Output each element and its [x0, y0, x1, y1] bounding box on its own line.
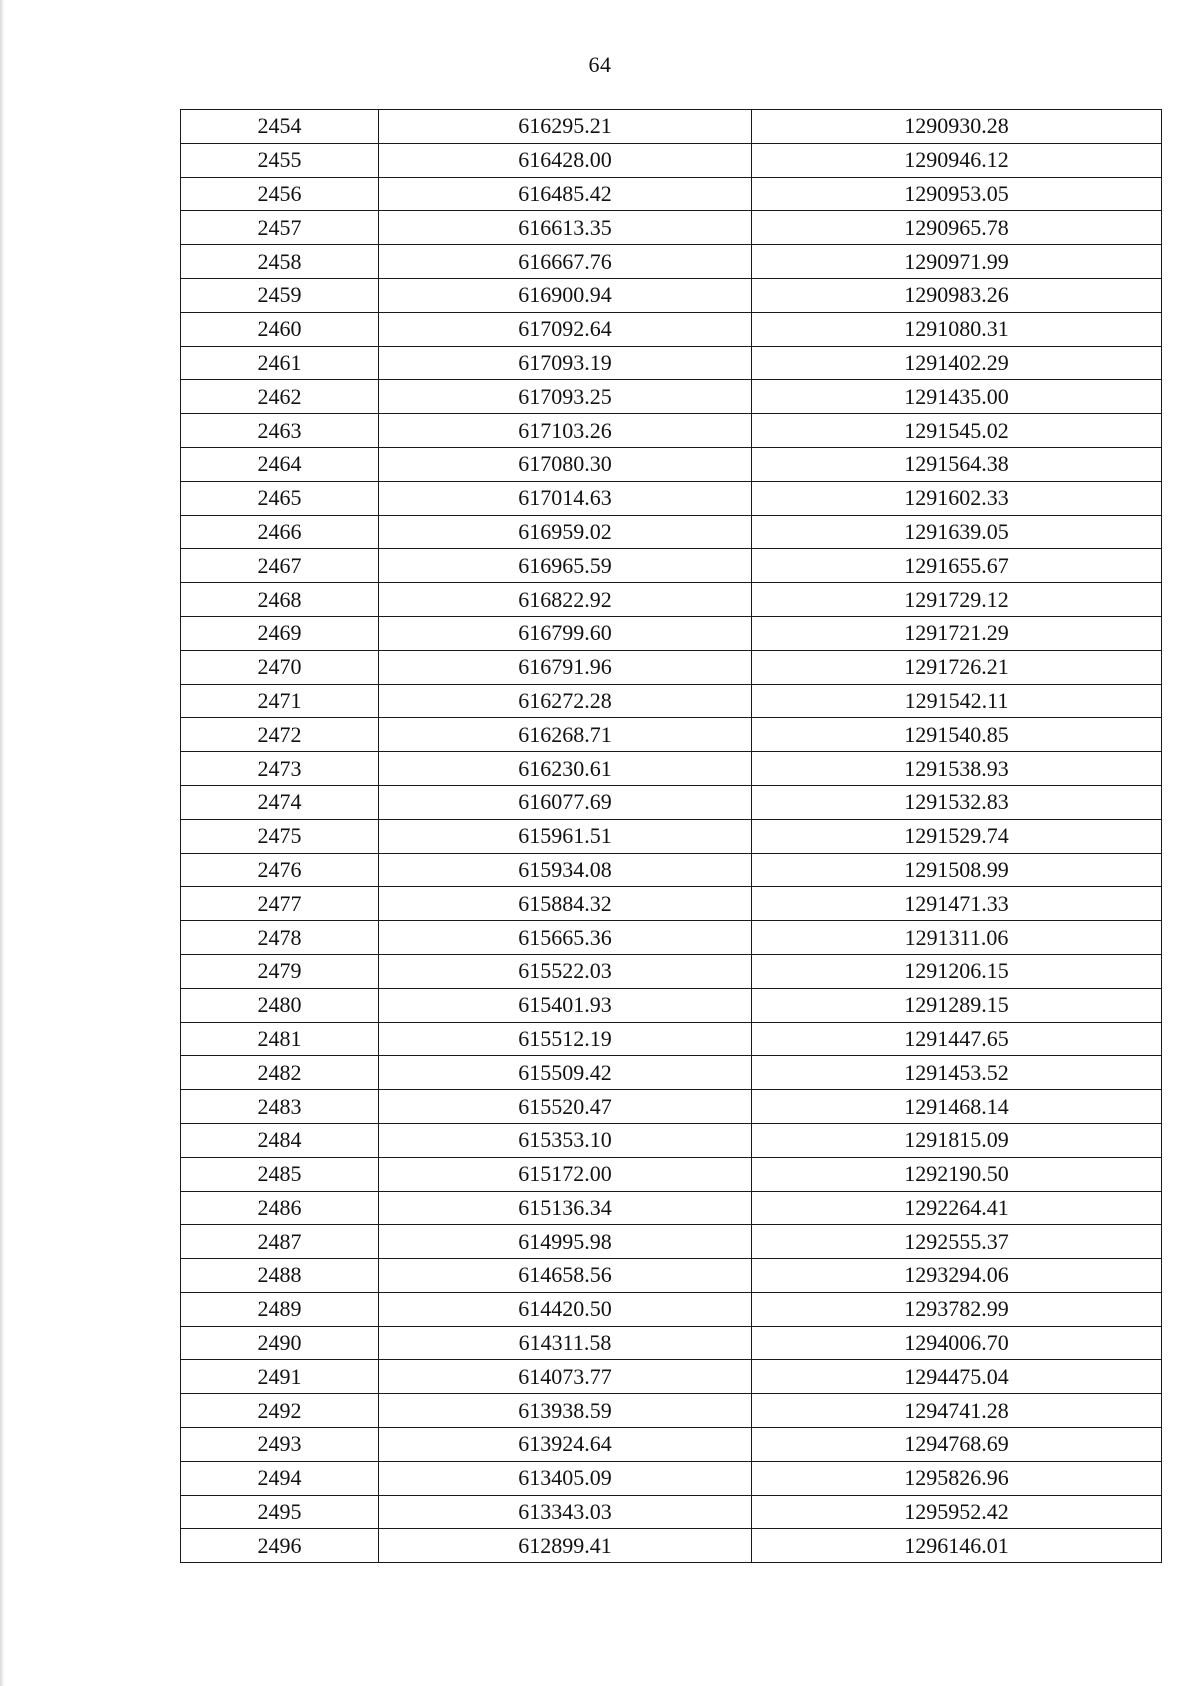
y-coordinate-cell: 1294768.69 [752, 1428, 1162, 1462]
table-row [181, 177, 1162, 211]
y-coordinate-cell: 1292190.50 [752, 1157, 1162, 1191]
point-number-cell: 2485 [181, 1157, 379, 1191]
point-number-cell: 2487 [181, 1225, 379, 1259]
point-number-cell: 2477 [181, 887, 379, 921]
table-row [181, 312, 1162, 346]
y-coordinate-cell: 1292264.41 [752, 1191, 1162, 1225]
table-row [181, 1191, 1162, 1225]
x-coordinate-cell: 615961.51 [379, 819, 752, 853]
y-coordinate-cell: 1292555.37 [752, 1225, 1162, 1259]
point-number-cell: 2474 [181, 785, 379, 819]
table-row [181, 921, 1162, 955]
y-coordinate-cell: 1291508.99 [752, 853, 1162, 887]
table-row [181, 1461, 1162, 1495]
y-coordinate-cell: 1290946.12 [752, 143, 1162, 177]
point-number-cell: 2493 [181, 1428, 379, 1462]
y-coordinate-cell: 1291532.83 [752, 785, 1162, 819]
x-coordinate-cell: 617103.26 [379, 414, 752, 448]
page-number: 64 [588, 52, 612, 77]
point-number-cell: 2489 [181, 1292, 379, 1326]
x-coordinate-cell: 617093.25 [379, 380, 752, 414]
y-coordinate-cell: 1296146.01 [752, 1529, 1162, 1563]
point-number-cell: 2463 [181, 414, 379, 448]
x-coordinate-cell: 614658.56 [379, 1259, 752, 1293]
y-coordinate-cell: 1291542.11 [752, 684, 1162, 718]
x-coordinate-cell: 615884.32 [379, 887, 752, 921]
point-number-cell: 2467 [181, 549, 379, 583]
y-coordinate-cell: 1291435.00 [752, 380, 1162, 414]
table-row [181, 1022, 1162, 1056]
table-row [181, 752, 1162, 786]
point-number-cell: 2492 [181, 1394, 379, 1428]
x-coordinate-cell: 616272.28 [379, 684, 752, 718]
x-coordinate-cell: 614995.98 [379, 1225, 752, 1259]
x-coordinate-cell: 616900.94 [379, 278, 752, 312]
point-number-cell: 2490 [181, 1326, 379, 1360]
x-coordinate-cell: 615934.08 [379, 853, 752, 887]
x-coordinate-cell: 616965.59 [379, 549, 752, 583]
y-coordinate-cell: 1291540.85 [752, 718, 1162, 752]
x-coordinate-cell: 613405.09 [379, 1461, 752, 1495]
table-row [181, 1495, 1162, 1529]
x-coordinate-cell: 616959.02 [379, 515, 752, 549]
x-coordinate-cell: 616295.21 [379, 110, 752, 144]
point-number-cell: 2458 [181, 245, 379, 279]
x-coordinate-cell: 616613.35 [379, 211, 752, 245]
point-number-cell: 2486 [181, 1191, 379, 1225]
y-coordinate-cell: 1295826.96 [752, 1461, 1162, 1495]
y-coordinate-cell: 1295952.42 [752, 1495, 1162, 1529]
y-coordinate-cell: 1291729.12 [752, 583, 1162, 617]
point-number-cell: 2466 [181, 515, 379, 549]
table-row [181, 1123, 1162, 1157]
point-number-cell: 2476 [181, 853, 379, 887]
y-coordinate-cell: 1294006.70 [752, 1326, 1162, 1360]
y-coordinate-cell: 1291471.33 [752, 887, 1162, 921]
table-row [181, 1326, 1162, 1360]
point-number-cell: 2455 [181, 143, 379, 177]
y-coordinate-cell: 1290983.26 [752, 278, 1162, 312]
x-coordinate-cell: 613924.64 [379, 1428, 752, 1462]
table-row [181, 684, 1162, 718]
x-coordinate-cell: 615353.10 [379, 1123, 752, 1157]
y-coordinate-cell: 1291639.05 [752, 515, 1162, 549]
x-coordinate-cell: 617014.63 [379, 481, 752, 515]
x-coordinate-cell: 616230.61 [379, 752, 752, 786]
table-row [181, 278, 1162, 312]
point-number-cell: 2471 [181, 684, 379, 718]
point-number-cell: 2484 [181, 1123, 379, 1157]
point-number-cell: 2464 [181, 447, 379, 481]
table-row [181, 718, 1162, 752]
x-coordinate-cell: 616077.69 [379, 785, 752, 819]
point-number-cell: 2457 [181, 211, 379, 245]
table-row [181, 1157, 1162, 1191]
x-coordinate-cell: 615172.00 [379, 1157, 752, 1191]
y-coordinate-cell: 1291538.93 [752, 752, 1162, 786]
point-number-cell: 2488 [181, 1259, 379, 1293]
x-coordinate-cell: 615522.03 [379, 954, 752, 988]
point-number-cell: 2478 [181, 921, 379, 955]
y-coordinate-cell: 1291726.21 [752, 650, 1162, 684]
y-coordinate-cell: 1291815.09 [752, 1123, 1162, 1157]
point-number-cell: 2494 [181, 1461, 379, 1495]
y-coordinate-cell: 1294475.04 [752, 1360, 1162, 1394]
x-coordinate-cell: 615512.19 [379, 1022, 752, 1056]
point-number-cell: 2459 [181, 278, 379, 312]
table-row [181, 1360, 1162, 1394]
table-row [181, 1292, 1162, 1326]
y-coordinate-cell: 1291080.31 [752, 312, 1162, 346]
y-coordinate-cell: 1291453.52 [752, 1056, 1162, 1090]
point-number-cell: 2462 [181, 380, 379, 414]
y-coordinate-cell: 1291206.15 [752, 954, 1162, 988]
y-coordinate-cell: 1293294.06 [752, 1259, 1162, 1293]
coordinates-table-body [181, 110, 1162, 1563]
x-coordinate-cell: 614311.58 [379, 1326, 752, 1360]
table-row [181, 245, 1162, 279]
table-row [181, 616, 1162, 650]
y-coordinate-cell: 1290971.99 [752, 245, 1162, 279]
y-coordinate-cell: 1291447.65 [752, 1022, 1162, 1056]
table-row [181, 110, 1162, 144]
table-row [181, 211, 1162, 245]
table-row [181, 1428, 1162, 1462]
coordinates-table [180, 109, 1162, 1563]
y-coordinate-cell: 1291311.06 [752, 921, 1162, 955]
point-number-cell: 2469 [181, 616, 379, 650]
x-coordinate-cell: 617080.30 [379, 447, 752, 481]
x-coordinate-cell: 616799.60 [379, 616, 752, 650]
point-number-cell: 2456 [181, 177, 379, 211]
y-coordinate-cell: 1291402.29 [752, 346, 1162, 380]
x-coordinate-cell: 615136.34 [379, 1191, 752, 1225]
x-coordinate-cell: 614420.50 [379, 1292, 752, 1326]
point-number-cell: 2461 [181, 346, 379, 380]
table-row [181, 785, 1162, 819]
y-coordinate-cell: 1291564.38 [752, 447, 1162, 481]
x-coordinate-cell: 616822.92 [379, 583, 752, 617]
table-row [181, 515, 1162, 549]
point-number-cell: 2479 [181, 954, 379, 988]
table-row [181, 1090, 1162, 1124]
x-coordinate-cell: 612899.41 [379, 1529, 752, 1563]
y-coordinate-cell: 1293782.99 [752, 1292, 1162, 1326]
x-coordinate-cell: 615520.47 [379, 1090, 752, 1124]
y-coordinate-cell: 1291602.33 [752, 481, 1162, 515]
table-row [181, 650, 1162, 684]
point-number-cell: 2475 [181, 819, 379, 853]
table-row [181, 954, 1162, 988]
y-coordinate-cell: 1291545.02 [752, 414, 1162, 448]
table-row [181, 853, 1162, 887]
table-row [181, 988, 1162, 1022]
point-number-cell: 2472 [181, 718, 379, 752]
point-number-cell: 2482 [181, 1056, 379, 1090]
x-coordinate-cell: 615509.42 [379, 1056, 752, 1090]
x-coordinate-cell: 616485.42 [379, 177, 752, 211]
point-number-cell: 2483 [181, 1090, 379, 1124]
table-row [181, 380, 1162, 414]
point-number-cell: 2491 [181, 1360, 379, 1394]
point-number-cell: 2460 [181, 312, 379, 346]
y-coordinate-cell: 1290953.05 [752, 177, 1162, 211]
x-coordinate-cell: 617092.64 [379, 312, 752, 346]
point-number-cell: 2465 [181, 481, 379, 515]
table-row [181, 1259, 1162, 1293]
table-row [181, 887, 1162, 921]
point-number-cell: 2495 [181, 1495, 379, 1529]
y-coordinate-cell: 1291289.15 [752, 988, 1162, 1022]
point-number-cell: 2496 [181, 1529, 379, 1563]
x-coordinate-cell: 613938.59 [379, 1394, 752, 1428]
table-row [181, 143, 1162, 177]
x-coordinate-cell: 614073.77 [379, 1360, 752, 1394]
x-coordinate-cell: 616268.71 [379, 718, 752, 752]
table-row [181, 481, 1162, 515]
x-coordinate-cell: 616791.96 [379, 650, 752, 684]
table-row [181, 583, 1162, 617]
table-row [181, 1394, 1162, 1428]
table-row [181, 414, 1162, 448]
x-coordinate-cell: 613343.03 [379, 1495, 752, 1529]
y-coordinate-cell: 1291721.29 [752, 616, 1162, 650]
y-coordinate-cell: 1290965.78 [752, 211, 1162, 245]
y-coordinate-cell: 1291468.14 [752, 1090, 1162, 1124]
point-number-cell: 2481 [181, 1022, 379, 1056]
scanned-page-edge [0, 0, 5, 1686]
y-coordinate-cell: 1290930.28 [752, 110, 1162, 144]
table-row [181, 447, 1162, 481]
y-coordinate-cell: 1291529.74 [752, 819, 1162, 853]
point-number-cell: 2480 [181, 988, 379, 1022]
table-row [181, 1056, 1162, 1090]
point-number-cell: 2470 [181, 650, 379, 684]
table-row [181, 549, 1162, 583]
y-coordinate-cell: 1291655.67 [752, 549, 1162, 583]
point-number-cell: 2454 [181, 110, 379, 144]
table-row [181, 346, 1162, 380]
table-row [181, 1225, 1162, 1259]
x-coordinate-cell: 617093.19 [379, 346, 752, 380]
table-row [181, 1529, 1162, 1563]
x-coordinate-cell: 615665.36 [379, 921, 752, 955]
point-number-cell: 2468 [181, 583, 379, 617]
x-coordinate-cell: 616667.76 [379, 245, 752, 279]
point-number-cell: 2473 [181, 752, 379, 786]
y-coordinate-cell: 1294741.28 [752, 1394, 1162, 1428]
table-row [181, 819, 1162, 853]
x-coordinate-cell: 616428.00 [379, 143, 752, 177]
x-coordinate-cell: 615401.93 [379, 988, 752, 1022]
